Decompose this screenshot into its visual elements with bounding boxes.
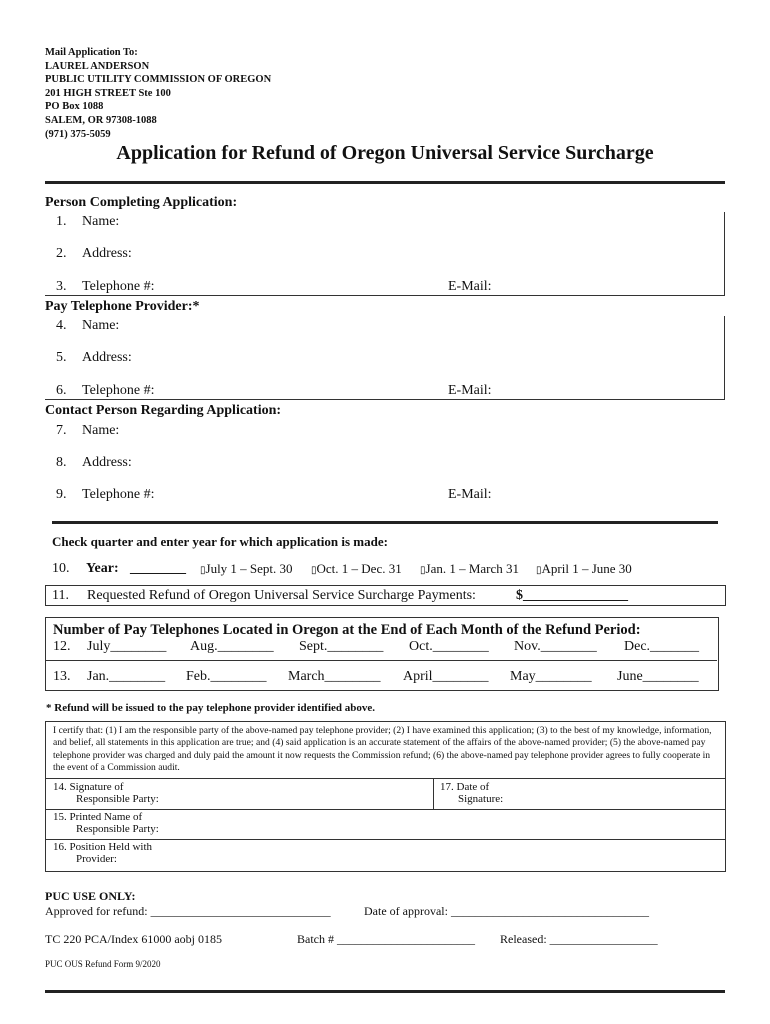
field-label: Telephone #: (82, 383, 155, 398)
field-number: 3. (56, 279, 67, 294)
field-label: Address: (82, 246, 132, 261)
quarter-option-q4[interactable]: ▯April 1 – June 30 (536, 561, 632, 576)
person-box-right-border (724, 212, 725, 295)
contact-name-field[interactable] (56, 423, 119, 439)
quarter-q3-label: Jan. 1 – March 31 (425, 561, 520, 576)
refund-note: * Refund will be issued to the pay telephone provider identified above. (46, 702, 376, 714)
page-title: Application for Refund of Oregon Universal Service Surcharge (116, 142, 654, 164)
contact-email-field[interactable]: E-Mail: (448, 487, 492, 502)
phones-row-number: 12. (53, 639, 71, 654)
person-section-heading: Person Completing Application: (45, 195, 238, 210)
signature-date-field[interactable] (440, 781, 503, 805)
person-address-field[interactable] (56, 246, 132, 262)
field-label: Name: (82, 423, 120, 438)
field-number: 6. (56, 383, 67, 398)
batch-field[interactable]: Batch # _______________________ (297, 932, 475, 946)
provider-email-field[interactable]: E-Mail: (448, 383, 492, 398)
month-march-input[interactable]: March________ (288, 669, 381, 684)
year-input[interactable]: ________ (130, 561, 186, 576)
printed-name-sublabel: Responsible Party: (76, 823, 159, 835)
month-may-input[interactable]: May________ (510, 669, 592, 684)
quarter-q1-label: July 1 – Sept. 30 (205, 561, 293, 576)
signature-field[interactable] (53, 781, 159, 805)
position-sublabel: Provider: (76, 853, 117, 865)
field-number: 8. (56, 455, 67, 470)
phones-row-divider (46, 660, 717, 661)
mail-line: (971) 375-5059 (45, 128, 111, 140)
month-june-input[interactable]: June________ (617, 669, 699, 684)
phones-heading: Number of Pay Telephones Located in Oregon at the End of Each Month of the Refund Period: (53, 622, 641, 638)
mail-line: PUBLIC UTILITY COMMISSION OF OREGON (45, 74, 272, 86)
signature-row-divider (46, 839, 725, 840)
field-number: 7. (56, 423, 67, 438)
quarter-number: 10. (52, 561, 70, 576)
field-number: 9. (56, 487, 67, 502)
provider-telephone-field[interactable] (56, 383, 155, 399)
month-aug-input[interactable]: Aug.________ (190, 639, 274, 654)
mail-line: SALEM, OR 97308-1088 (45, 115, 157, 126)
refund-amount-input[interactable]: $_______________ (516, 588, 628, 603)
quarter-instruction: Check quarter and enter year for which application is made: (52, 534, 388, 549)
month-april-input[interactable]: April________ (403, 669, 489, 684)
provider-section-heading: Pay Telephone Provider:* (45, 299, 200, 314)
date-of-approval-field[interactable]: Date of approval: _________________________________ (364, 904, 649, 918)
bottom-divider (45, 990, 725, 993)
field-label: Telephone #: (82, 487, 155, 502)
signature-date-divider (433, 778, 434, 809)
mail-line: PO Box 1088 (45, 101, 104, 113)
field-number: 5. (56, 350, 67, 365)
month-oct-input[interactable]: Oct.________ (409, 639, 489, 654)
approved-for-refund-field[interactable]: Approved for refund: ______________________________ (45, 904, 331, 918)
person-telephone-field[interactable] (56, 279, 155, 295)
position-field[interactable] (53, 841, 152, 865)
mail-line: 201 HIGH STREET Ste 100 (45, 87, 171, 99)
contact-telephone-field[interactable] (56, 487, 155, 503)
printed-name-label: 15. Printed Name of (53, 811, 143, 823)
quarter-option-q1[interactable]: ▯July 1 – Sept. 30 (200, 561, 293, 576)
contact-divider (52, 521, 718, 524)
field-label: Address: (82, 350, 132, 365)
puc-heading: PUC USE ONLY: (45, 889, 136, 903)
refund-label: Requested Refund of Oregon Universal Service Surcharge Payments: (87, 588, 476, 603)
form-identifier: PUC OUS Refund Form 9/2020 (45, 959, 161, 969)
provider-name-field[interactable] (56, 318, 119, 334)
month-dec-input[interactable]: Dec._______ (624, 639, 700, 654)
index-code: TC 220 PCA/Index 61000 aobj 0185 (45, 932, 222, 946)
date-sublabel: Signature: (458, 793, 504, 805)
provider-address-field[interactable] (56, 350, 132, 366)
signature-sublabel: Responsible Party: (76, 793, 159, 805)
field-number: 4. (56, 318, 67, 333)
printed-name-field[interactable] (53, 811, 159, 835)
month-sept-input[interactable]: Sept.________ (299, 639, 384, 654)
field-number: 2. (56, 246, 67, 261)
mail-heading: Mail Application To: (45, 47, 138, 58)
signature-label: 14. Signature of (53, 781, 124, 793)
field-label: Address: (82, 455, 132, 470)
quarter-q4-label: April 1 – June 30 (541, 561, 632, 576)
contact-section-heading: Contact Person Regarding Application: (45, 403, 282, 418)
person-box-bottom-border (45, 295, 725, 296)
field-label: Name: (82, 318, 120, 333)
person-email-field[interactable]: E-Mail: (448, 279, 492, 294)
contact-address-field[interactable] (56, 455, 132, 471)
released-field[interactable]: Released: __________________ (500, 932, 658, 946)
title-divider (45, 181, 725, 184)
year-label: Year: (86, 561, 119, 576)
mail-line: LAUREL ANDERSON (45, 60, 150, 72)
person-name-field[interactable] (56, 214, 119, 230)
signature-top-divider (46, 778, 725, 779)
signature-row-divider (46, 809, 725, 810)
quarter-q2-label: Oct. 1 – Dec. 31 (316, 561, 402, 576)
month-nov-input[interactable]: Nov.________ (514, 639, 597, 654)
month-july-input[interactable]: July________ (87, 639, 167, 654)
month-feb-input[interactable]: Feb.________ (186, 669, 267, 684)
certification-text: I certify that: (1) I am the responsible party of the above-named pay telephone provider; (2) I have examined this application; (3) to the best of my knowledge, information, and belief, all statements in this application are true; and (4) said application is an accurate statement of the affairs of the above-named provider; (5) the above-named pay telephone provider was charged and duly paid the amount it now requests the Commission refund; (6) the above-named pay telephone provider agrees to fully cooperate in the event of a Commission audit. (53, 725, 712, 774)
quarter-option-q3[interactable]: ▯Jan. 1 – March 31 (420, 561, 520, 576)
field-label: Name: (82, 214, 120, 229)
date-label: 17. Date of (440, 781, 490, 793)
provider-box-bottom-border (45, 399, 725, 400)
position-label: 16. Position Held with (53, 841, 153, 853)
month-jan-input[interactable]: Jan.________ (87, 669, 166, 684)
phones-row-number: 13. (53, 669, 71, 684)
refund-number: 11. (52, 588, 69, 603)
provider-box-right-border (724, 316, 725, 399)
quarter-option-q2[interactable]: ▯Oct. 1 – Dec. 31 (311, 561, 402, 576)
field-label: Telephone #: (82, 279, 155, 294)
field-number: 1. (56, 214, 67, 229)
